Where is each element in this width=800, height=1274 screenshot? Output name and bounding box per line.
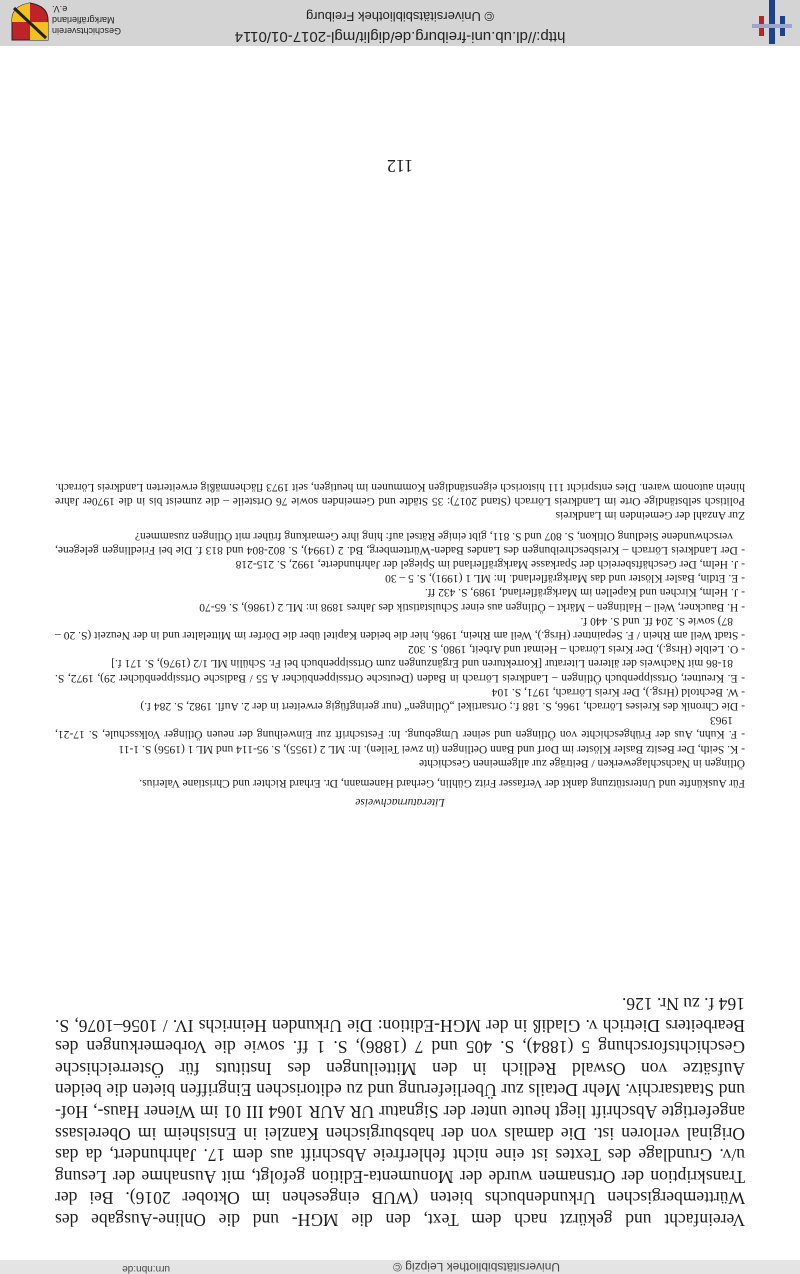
library-credit: Universitätsbibliothek Leipzig ©: [393, 1260, 560, 1274]
literature-item: - W. Bechtold (Hrsg.), Der Kreis Lörrach, 1971, S. 104: [491, 685, 745, 698]
literature-section: [55, 480, 745, 790]
literature-heading: Literaturnachweise: [355, 796, 445, 808]
literature-item: - F. Kuhn, Aus der Frühgeschichte von Ötlingen und seiner Umgebung. In: Festschrift zur Einweihung der neuen Ötlinger Volksschule, S. 17-21, 1963: [55, 714, 745, 741]
scan-header-strip: [0, 1260, 800, 1274]
municipalities-text: Politisch selbständige Orte im Landkreis Lörrach (Stand 2017): 35 Städte und Gemeinden sowie 76 Ortsteile – die zumeist bis in die 1970er Jahre hinein autonom waren. Dies entspricht 111 historisch eigenständigen Kommunen im heutigen, seit 1973 flächenmäßig erweiterten Landkreis Lörrach.: [55, 480, 745, 508]
acknowledgement: Für Auskünfte und Unterstützung dankt der Verfasser Fritz Gühlin, Gerhard Hanemann, Dr. Erhard Richter und Christiane Valerius.: [139, 777, 745, 789]
literature-item: - O. Leible (Hrsg.), Der Kreis Lörrach – Heimat und Arbeit, 1980, S. 302: [408, 643, 745, 656]
urn-label: urn:nbn:de: [122, 1263, 170, 1274]
literature-item: - J. Helm, Kirchen und Kapellen im Markgräflerland, 1989, S. 432 ff.: [424, 586, 745, 599]
page-number: 112: [386, 156, 414, 176]
society-name: Geschichtsverein Markgräflerland e.V.: [52, 4, 122, 36]
literature-item: - E. Etdin, Basler Klöster und das Markgräflerland. In: ML 1 (1991), S. 5 – 30: [385, 572, 745, 585]
literature-item: - Stadt Weil am Rhein / F. Sepaintner (Hrsg.), Weil am Rhein, 1986, hier die beiden Kapitel über die Dörfer im Mittelalter und in der Neuzeit (S. 20 – 87) sowie S. 204 ff. und S. 440 f.: [55, 614, 745, 641]
section-title-municipalities: Zur Anzahl der Gemeinden im Landkreis: [555, 509, 745, 522]
literature-item: - K. Seith, Der Besitz Basler Klöster im Dorf und Bann Oetlingen (in zwei Teilen). In: ML 2 (1955), S. 95-114 und ML 1 (1956) S. 1-11: [118, 742, 745, 755]
literature-item: - Die Chronik des Kreises Lörrach, 1966, S. 188 f.; Ortsartikel „Ötlingen“ (nur geringfügig erweitert in der 2. Aufl. 1982, S. 284 f.): [140, 699, 745, 712]
permalink-url[interactable]: http://dl.ub.uni-freiburg.de/diglit/mgl-2017-01/0114: [234, 28, 566, 45]
literature-item: - E. Kreutner, Ortssippenbuch Ötlingen – Landkreis Lörrach in Baden (Deutsche Ortssippenbücher A 55 / Badische Ortssippenbücher 29), 1972, S. 81-86 mit Nachweis der älteren Literatur [Korrekturen und Ergänzungen zum Ortssippenbuch bei Fr. Schülin ML 1/2 (1976), S. 171 f.]: [55, 657, 745, 684]
literature-item: - H. Bauckner, Weil – Haltingen – Märkt – Ötlingen aus einer Schulstatistik des Jahres 1898 in: ML 2 (1986), S. 65-70: [199, 600, 745, 613]
section-title-reference-works: Ötlingen in Nachschlagewerken / Beiträge zur allgemeinen Geschichte: [418, 756, 745, 769]
main-paragraph: Vereinfacht und gekürzt nach dem Text, den die MGH- und die Online-Ausgabe des Württembergischen Urkundenbuchs bieten (WUB eingesehen im Oktober 2016). Bei der Transkription der Ortsnamen wurde der Monumenta-Edition gefolgt, mit Ausnahme der Lesung u/v. Grundlage des Textes ist eine nicht fehlerfreie Abschrift aus dem 17. Jahrhundert, da das Original verloren ist. Die damals von der habsburgischen Kanzlei in Ensisheim im Oberelsass angefertigte Abschrift liegt heute unter der Signatur UR AUR 1064 III 01 im Wiener Haus-, Hof- und Staatsarchiv. Mehr Details zur Überlieferung und zu editorischen Eingriffen bieten die beiden Aufsätze von Oswald Redlich in den Mitteilungen des Instituts für Österreichische Geschichtsforschung 5 (1884), S. 405 und 7 (1886), S. 1 ff. sowie die Vorbemerkungen des Bearbeiters Dietrich v. Gladiß in der MGH-Edition: Die Urkunden Heinrichs IV. / 1056–1076, S. 164 f. zu Nr. 126.: [55, 994, 745, 1230]
copyright-notice: © Universitätsbibliothek Freiburg: [305, 9, 495, 24]
society-crest-icon: [10, 2, 50, 42]
literature-item: - J. Helm, Der Geschäftsbereich der Sparkasse Markgräflerland im Spiegel der Jahrhunderte, 1992, S. 215-218: [235, 557, 745, 570]
literature-item: - Der Landkreis Lörrach – Kreisbeschreibungen des Landes Baden-Württemberg, Bd. 2 (1994), S. 802-804 und 813 f. Die bei Friedlingen gelegene, verschwundene Siedlung Oltikon, S. 807 und S. 811, gibt einige Rätsel auf: hing ihre Gemarkung früher mit Ötlingen zusammen?: [55, 529, 745, 556]
university-logo-icon: [752, 0, 792, 44]
